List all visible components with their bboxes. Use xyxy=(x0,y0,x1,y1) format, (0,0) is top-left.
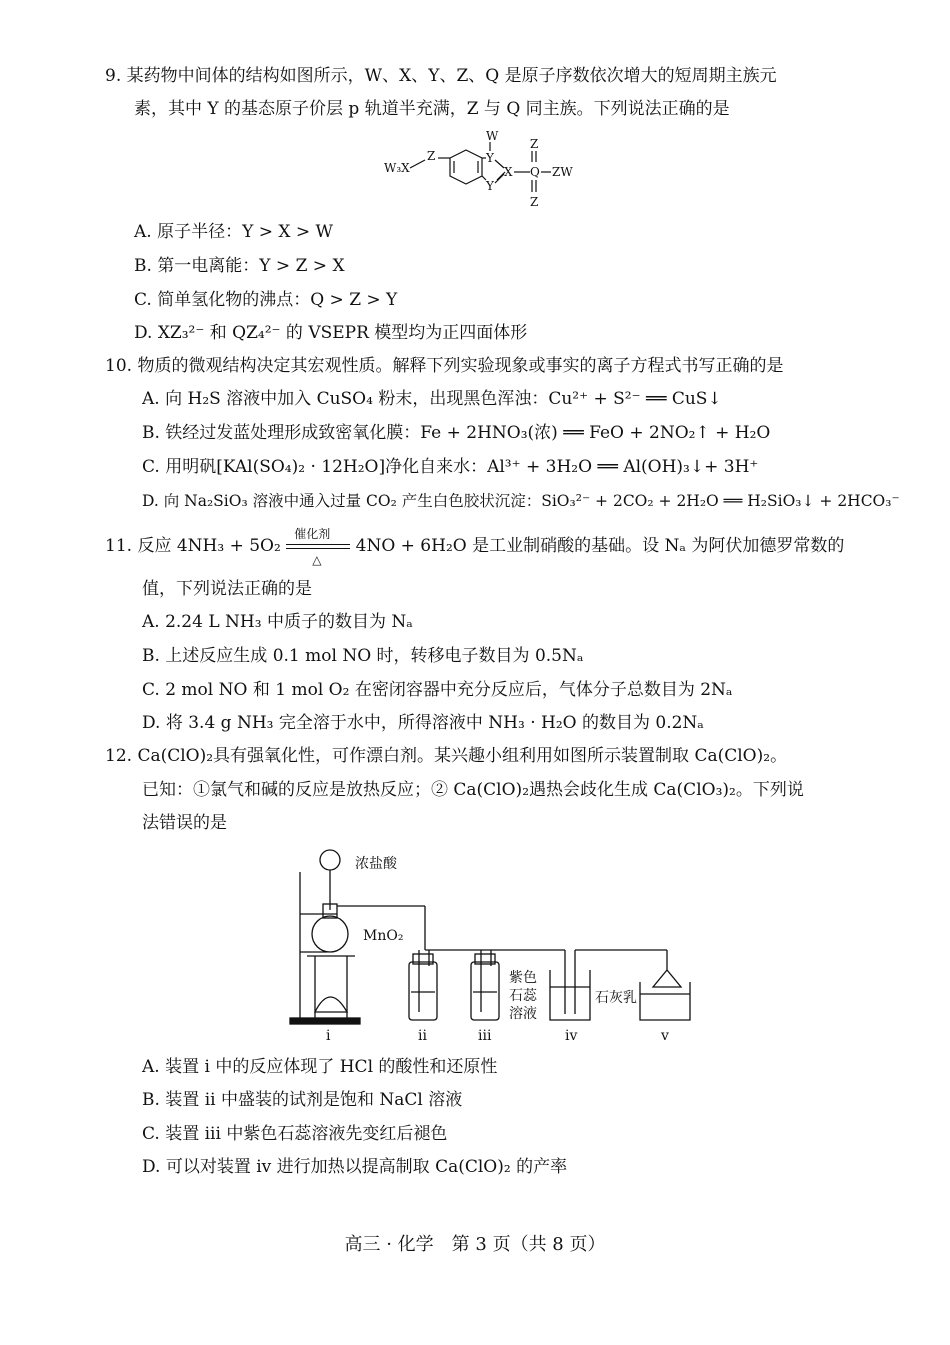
inverted-funnel-v xyxy=(653,970,681,987)
label-device-ii: ii xyxy=(418,1028,427,1044)
q12-stem2: 已知：①氯气和碱的反应是放热反应；② Ca(ClO)₂遇热会歧化生成 Ca(ClO₃)₂。下列说 xyxy=(142,780,804,800)
q9-label-z-left: Z xyxy=(427,149,436,163)
q9-stem1: 某药物中间体的结构如图所示，W、X、Y、Z、Q 是原子序数依次增大的短周期主族元 xyxy=(126,66,777,86)
q11-option-b: B. 上述反应生成 0.1 mol NO 时，转移电子数目为 0.5Nₐ xyxy=(142,646,584,666)
q11-stem2: 值，下列说法正确的是 xyxy=(142,579,312,599)
q9-option-a: A. 原子半径：Y > X > W xyxy=(134,222,333,242)
q9-label-zw: ZW xyxy=(552,165,573,179)
q9-option-b: B. 第一电离能：Y > Z > X xyxy=(134,256,345,276)
q10-option-c: C. 用明矾[KAl(SO₄)₂ · 12H₂O]净化自来水：Al³⁺ + 3H₂O ══ Al(OH)₃↓+ 3H⁺ xyxy=(142,457,759,477)
q12-option-b: B. 装置 ii 中盛装的试剂是饱和 NaCl 溶液 xyxy=(142,1090,463,1110)
q9-label-q: Q xyxy=(530,165,540,179)
page-footer: 高三 · 化学 第 3 页（共 8 页） xyxy=(344,1234,606,1255)
q12-apparatus-diagram xyxy=(285,842,695,1047)
label-mno2: MnO₂ xyxy=(363,928,404,944)
q9-label-w3x: W₃X xyxy=(384,161,410,175)
q11-heat: △ xyxy=(312,553,322,567)
flask-i xyxy=(312,916,348,952)
q9-label-z-bottom: Z xyxy=(530,195,539,209)
beaker-v xyxy=(640,982,690,1020)
q10-option-d: D. 向 Na₂SiO₃ 溶液中通入过量 CO₂ 产生白色胶状沉淀：SiO₃²⁻ + 2CO₂ + 2H₂O ══ H₂SiO₃↓ + 2HCO₃⁻ xyxy=(142,492,900,510)
q10-option-a: A. 向 H₂S 溶液中加入 CuSO₄ 粉末，出现黑色浑浊：Cu²⁺ + S²⁻ ══ CuS↓ xyxy=(142,389,722,409)
q12-option-a: A. 装置 i 中的反应体现了 HCl 的酸性和还原性 xyxy=(142,1057,498,1077)
q10-stem: 物质的微观结构决定其宏观性质。解释下列实验现象或事实的离子方程式书写正确的是 xyxy=(137,356,784,376)
q12-stem3: 法错误的是 xyxy=(142,813,227,833)
q9-label-z-top: Z xyxy=(530,137,539,151)
q11-option-c: C. 2 mol NO 和 1 mol O₂ 在密闭容器中充分反应后，气体分子总数目为 2Nₐ xyxy=(142,680,733,700)
q12-stem-line1 xyxy=(105,745,787,767)
q11-reaction-arrow xyxy=(286,527,350,567)
q10-stem-line xyxy=(105,355,783,377)
alcohol-lamp xyxy=(315,997,347,1012)
q12-stem1: Ca(ClO)₂具有强氧化性，可作漂白剂。某兴趣小组利用如图所示装置制取 Ca(ClO)₂。 xyxy=(137,746,788,766)
label-device-i: i xyxy=(326,1028,331,1044)
q12-option-c: C. 装置 iii 中紫色石蕊溶液先变红后褪色 xyxy=(142,1124,448,1144)
label-litmus-3: 溶液 xyxy=(509,1006,537,1022)
q11-option-a: A. 2.24 L NH₃ 中质子的数目为 Nₐ xyxy=(142,612,413,632)
label-lime: 石灰乳 xyxy=(595,990,637,1006)
wash-bottle-iii xyxy=(471,962,499,1020)
dropping-funnel-bulb xyxy=(320,850,340,870)
label-hcl: 浓盐酸 xyxy=(355,856,397,872)
q9-structure-diagram xyxy=(380,128,580,210)
q10-option-b: B. 铁经过发蓝处理形成致密氧化膜：Fe + 2HNO₃(浓) ══ FeO + 2NO₂↑ + H₂O xyxy=(142,423,771,443)
q11-number: 11. xyxy=(105,536,133,556)
q9-label-y-top: Y xyxy=(486,151,494,165)
label-device-iii: iii xyxy=(478,1028,492,1044)
label-litmus-1: 紫色 xyxy=(509,970,537,986)
q12-number: 12. xyxy=(105,746,133,766)
label-device-v: v xyxy=(661,1028,669,1044)
q9-stem2: 素，其中 Y 的基态原子价层 p 轨道半充满，Z 与 Q 同主族。下列说法正确的是 xyxy=(134,99,730,119)
label-litmus-2: 石蕊 xyxy=(509,988,537,1004)
beaker-iv xyxy=(550,970,590,1020)
q9-option-d: D. XZ₃²⁻ 和 QZ₄²⁻ 的 VSEPR 模型均为正四面体形 xyxy=(134,323,528,343)
q9-label-x-mid: X xyxy=(504,165,513,179)
q9-stem-line1 xyxy=(105,65,777,87)
q11-stem-line1 xyxy=(105,527,845,567)
q11-stem-b: 4NO + 6H₂O 是工业制硝酸的基础。设 Nₐ 为阿伏加德罗常数的 xyxy=(355,536,845,556)
stand-base xyxy=(290,1018,360,1024)
q11-stem-a: 反应 4NH₃ + 5O₂ xyxy=(137,536,281,556)
q11-catalyst: 催化剂 xyxy=(294,527,331,541)
q9-label-w-top: W xyxy=(486,129,499,143)
q9-option-c: C. 简单氢化物的沸点：Q > Z > Y xyxy=(134,290,398,310)
q9-number: 9. xyxy=(105,66,122,86)
q10-number: 10. xyxy=(105,356,133,376)
q9-benzene-ring xyxy=(450,150,482,184)
label-device-iv: iv xyxy=(565,1028,578,1044)
q9-label-y-bottom: Y xyxy=(486,179,494,193)
q11-option-d: D. 将 3.4 g NH₃ 完全溶于水中，所得溶液中 NH₃ · H₂O 的数目为 0.2Nₐ xyxy=(142,713,704,733)
wash-bottle-ii xyxy=(409,962,437,1020)
q12-option-d: D. 可以对装置 iv 进行加热以提高制取 Ca(ClO)₂ 的产率 xyxy=(142,1157,568,1177)
